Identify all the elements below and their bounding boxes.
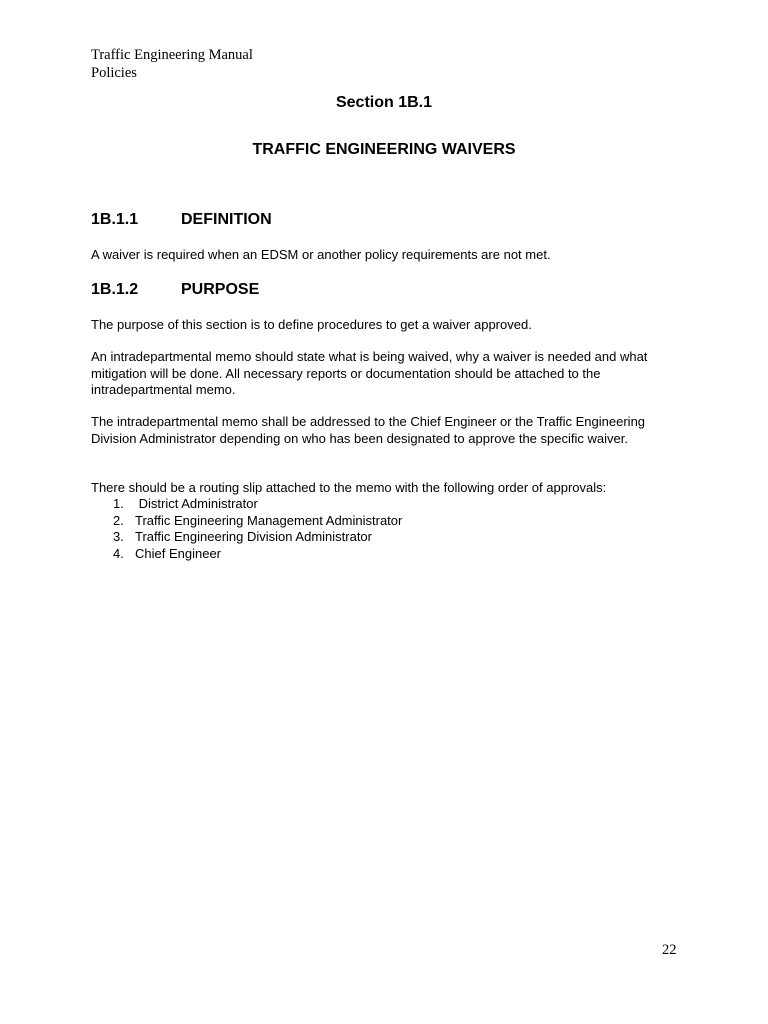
approval-order-list	[113, 496, 402, 562]
memo-addressee-paragraph: The intradepartmental memo shall be addressed to the Chief Engineer or the Traffic Engineering Division Administrator depending on who has been designated to approve the specific waiver.	[91, 414, 646, 446]
list-item-number: 3.	[113, 529, 124, 544]
purpose-paragraph: The purpose of this section is to define procedures to get a waiver approved.	[91, 317, 532, 332]
list-item-text: District Administrator	[135, 496, 258, 511]
routing-slip-paragraph: There should be a routing slip attached to the memo with the following order of approvals:	[91, 480, 607, 495]
definition-paragraph: A waiver is required when an EDSM or another policy requirements are not met.	[91, 247, 551, 262]
header-chapter: Policies	[91, 65, 137, 81]
memo-content-paragraph: An intradepartmental memo should state what is being waived, why a waiver is needed and what mitigation will be done. All necessary reports or documentation should be attached to the intradepartmental memo.	[91, 349, 648, 397]
list-item-number: 4.	[113, 545, 124, 561]
subsection-heading-definition	[91, 211, 272, 229]
list-item	[113, 496, 402, 513]
subsection-number: 1B.1.2	[91, 281, 139, 298]
running-header	[91, 46, 253, 82]
section-number: Section 1B.1	[335, 94, 433, 111]
subsection-title: DEFINITION	[181, 211, 272, 228]
list-item-text: Chief Engineer	[135, 545, 221, 561]
list-item	[113, 546, 402, 563]
list-item-number: 1.	[113, 496, 124, 511]
subsection-number: 1B.1.1	[91, 211, 139, 228]
subsection-title: PURPOSE	[181, 281, 260, 298]
list-item	[113, 513, 402, 530]
list-item-number: 2.	[113, 512, 124, 528]
list-item	[113, 529, 402, 546]
list-item-text: Traffic Engineering Division Administrator	[135, 529, 372, 544]
page-number: 22	[662, 942, 677, 958]
list-item-text: Traffic Engineering Management Administrator	[135, 512, 403, 528]
header-manual-title: Traffic Engineering Manual	[91, 47, 253, 63]
subsection-heading-purpose	[91, 281, 259, 299]
section-title: TRAFFIC ENGINEERING WAIVERS	[252, 141, 516, 158]
